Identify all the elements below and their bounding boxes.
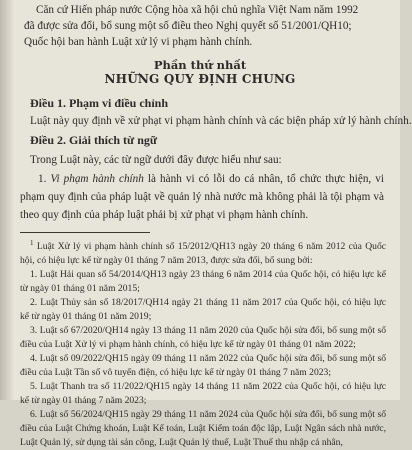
definition-1 [20, 170, 384, 224]
footnote-item: 1. Luật Hải quan số 54/2014/QH13 ngày 23 tháng 6 năm 2014 của Quốc hội, có hiệu lực kể từ ngày 01 tháng 01 năm 2015; [20, 269, 386, 295]
footnote-item: 3. Luật số 67/2020/QH14 ngày 13 tháng 11 năm 2020 của Quốc hội sửa đổi, bổ sung một số điều của Luật Xử lý vi phạm hành chính, có hiệu lực kể từ ngày 01 tháng 01 năm 2022; [20, 325, 386, 351]
footnote-divider [20, 232, 150, 233]
chapter-heading: NHỮNG QUY ĐỊNH CHUNG [104, 72, 296, 86]
article-1-text: Luật này quy định về xử phạt vi phạm hành chính và các biện pháp xử lý hành chính. [30, 115, 412, 127]
footnote-lead-text: Luật Xử lý vi phạm hành chính số 15/2012/QH13 ngày 20 tháng 6 năm 2012 của Quốc hội, có hiệu lực kể từ ngày 01 tháng 7 năm 2013, được sửa đổi, bổ sung bởi: [20, 241, 387, 267]
footnote-item: 6. Luật số 56/2024/QH15 ngày 29 tháng 11 năm 2024 của Quốc hội sửa đổi, bổ sung một số điều của Luật Chứng khoán, Luật Kế toán, Luật Kiểm toán độc lập, Luật Ngân sách nhà nước, Luật Quản lý, sử dụng tài sản công, Luật Quản lý thuế, Luật Thuế thu nhập cá nhân, [20, 409, 386, 449]
footnote-lead [20, 236, 386, 268]
footnote-item: 4. Luật số 09/2022/QH15 ngày 09 tháng 11 năm 2022 của Quốc hội sửa đổi, bổ sung một số điều của Luật Tần số vô tuyến điện, có hiệu lực kể từ ngày 01 tháng 7 năm 2023; [20, 353, 386, 379]
article-1-title: Điều 1. Phạm vi điều chỉnh [30, 96, 169, 110]
definition-1-term: Vi phạm hành chính [50, 173, 144, 185]
preamble-line-3: Quốc hội ban hành Luật xử lý vi phạm hành chính. [24, 36, 253, 48]
article-2-title: Điều 2. Giải thích từ ngữ [30, 133, 158, 147]
definition-1-number: 1. [38, 173, 47, 185]
preamble [24, 2, 382, 50]
article-2-intro: Trong Luật này, các từ ngữ dưới đây được hiểu như sau: [30, 154, 282, 166]
part-heading: Phần thứ nhất [153, 58, 247, 72]
footnote-item: 2. Luật Thủy sản số 18/2017/QH14 ngày 21 tháng 11 năm 2017 của Quốc hội, có hiệu lực kể từ ngày 01 tháng 01 năm 2019; [20, 297, 386, 323]
definition-1-text: là hành vi có lỗi do cá nhân, tổ chức thực hiện, vi phạm quy định của pháp luật về quản lý nhà nước mà không phải là tội phạm và theo quy định của pháp luật phải bị xử phạt vi phạm hành chính. [20, 173, 384, 221]
footnotes [20, 236, 386, 450]
preamble-line-2: đã được sửa đổi, bổ sung một số điều theo Nghị quyết số 51/2001/QH10; [24, 20, 352, 32]
footnote-item: 5. Luật Thanh tra số 11/2022/QH15 ngày 14 tháng 11 năm 2022 của Quốc hội, có hiệu lực kể từ ngày 01 tháng 7 năm 2023; [20, 381, 386, 407]
footnote-marker: 1 [30, 239, 34, 247]
preamble-line-1: Căn cứ Hiến pháp nước Cộng hòa xã hội chủ nghĩa Việt Nam năm 1992 [36, 4, 359, 16]
